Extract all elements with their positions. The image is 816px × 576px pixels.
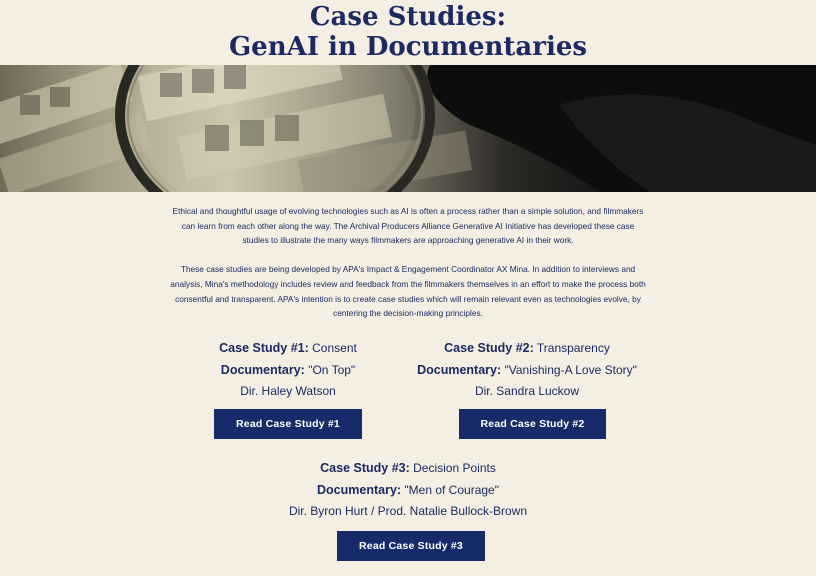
case-study-2-topic: Transparency [536,341,610,355]
case-study-1-documentary [178,360,398,382]
page-title-line1: Case Studies: [309,2,507,32]
read-case-study-1-button[interactable]: Read Case Study #1 [214,409,362,439]
case-study-3-label: Case Study #3: [320,461,410,475]
case-study-2-documentary [412,360,642,382]
page-title-line2: GenAI in Documentaries [228,32,588,62]
case-study-1-doc-label: Documentary: [220,362,305,377]
case-study-2-credit: Dir. Sandra Luckow [474,384,580,398]
case-study-1-doc-title: "On Top" [308,362,356,377]
intro-text [170,204,646,335]
case-study-2-doc-title: "Vanishing-A Love Story" [504,362,637,377]
intro-paragraph-1: Ethical and thoughtful usage of evolving technologies such as AI is often a process rather than a simple solution, and filmmakers can learn from each other along the way. The Archival Producers Alliance Generative AI Initiative has developed these case studies to illustrate the many ways filmmakers are approaching generative AI in their work. [172,206,644,246]
case-study-3-documentary [258,480,558,502]
case-study-2-heading [412,338,642,360]
read-case-study-2-button[interactable]: Read Case Study #2 [459,409,606,439]
case-study-2-label: Case Study #2: [444,341,534,355]
hero-image [0,65,816,192]
case-study-3 [258,458,558,523]
case-study-1-credit: Dir. Haley Watson [240,384,336,398]
case-study-2 [412,338,642,403]
case-study-1 [178,338,398,403]
case-study-3-credit: Dir. Byron Hurt / Prod. Natalie Bullock-Brown [288,504,528,518]
case-study-3-doc-label: Documentary: [317,482,402,497]
read-case-study-3-button[interactable]: Read Case Study #3 [337,531,485,561]
case-study-3-heading [258,458,558,480]
case-study-3-doc-title: "Men of Courage" [404,482,499,497]
intro-paragraph-2: These case studies are being developed by APA's Impact & Engagement Coordinator AX Mina. In addition to interviews and analysis, Mina's methodology includes review and feedback from the filmmakers themselves in an effort to make the process both consentful and transparent. APA's intention is to create case studies which will remain relevant even as technologies evolve, by centering the decision-making principles. [170,264,646,319]
case-study-3-topic: Decision Points [413,461,496,475]
page-title [0,2,816,62]
case-study-1-topic: Consent [312,341,357,355]
hero-illustration [0,65,816,192]
case-study-1-heading [178,338,398,360]
case-study-2-doc-label: Documentary: [417,362,502,377]
case-study-1-label: Case Study #1: [219,341,309,355]
